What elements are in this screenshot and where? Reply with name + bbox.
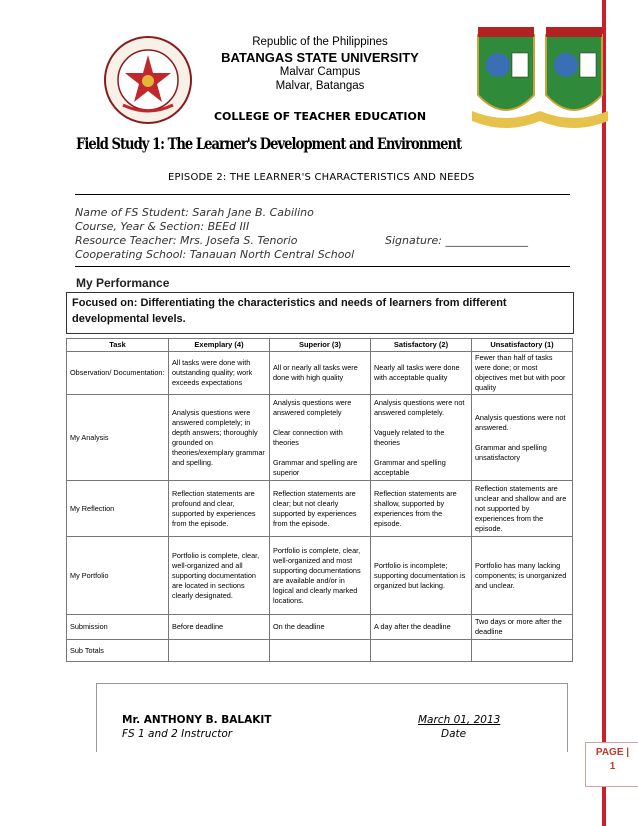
signature-line: Signature: _______________ xyxy=(385,234,529,247)
instructor-name: Mr. ANTHONY B. BALAKIT xyxy=(122,714,272,726)
table-cell: All tasks were done with outstanding quality; work exceeds expectations xyxy=(169,352,270,395)
college-seals-logo xyxy=(470,25,610,143)
table-row xyxy=(67,395,573,481)
table-cell: Analysis questions were answered completely; in depth answers; thoroughly grounded on theories/exemplary grammar and spelling. xyxy=(169,395,270,481)
college-name: COLLEGE OF TEACHER EDUCATION xyxy=(213,110,427,123)
header-exemplary: Exemplary (4) xyxy=(169,339,270,352)
resource-teacher: Resource Teacher: Mrs. Josefa S. Tenorio xyxy=(75,234,298,247)
table-cell: Fewer than half of tasks were done; or most objectives met but with poor quality xyxy=(472,352,573,395)
table-cell: Portfolio is incomplete; supporting documentation is organized but lacking. xyxy=(371,537,472,615)
table-row xyxy=(67,615,573,640)
table-cell: Portfolio has many lacking components; is unorganized and unclear. xyxy=(472,537,573,615)
table-cell: My Analysis xyxy=(67,395,169,481)
page-number: 1 xyxy=(609,761,616,772)
table-cell: Nearly all tasks were done with acceptable quality xyxy=(371,352,472,395)
episode-title: EPISODE 2: THE LEARNER'S CHARACTERISTICS AND NEEDS xyxy=(168,172,475,183)
header-satisfactory: Satisfactory (2) xyxy=(371,339,472,352)
rubric-header-row xyxy=(67,339,573,352)
table-row xyxy=(67,481,573,537)
divider xyxy=(75,266,570,267)
table-cell: Analysis questions were not answered. Grammar and spelling unsatisfactory xyxy=(472,395,573,481)
table-row xyxy=(67,640,573,662)
table-cell: My Portfolio xyxy=(67,537,169,615)
table-cell: All or nearly all tasks were done with high quality xyxy=(270,352,371,395)
student-name: Name of FS Student: Sarah Jane B. Cabilino xyxy=(75,206,314,219)
table-row xyxy=(67,352,573,395)
table-cell xyxy=(169,640,270,662)
table-cell: Reflection statements are unclear and shallow and are not supported by experiences from the episode. xyxy=(472,481,573,537)
table-cell: Two days or more after the deadline xyxy=(472,615,573,640)
table-cell: Before deadline xyxy=(169,615,270,640)
table-cell: Reflection statements are shallow, supported by experiences from the episode. xyxy=(371,481,472,537)
field-study-title: Field Study 1: The Learner's Development and Environment xyxy=(76,134,462,153)
student-course: Course, Year & Section: BEEd III xyxy=(75,220,250,233)
table-cell xyxy=(472,640,573,662)
campus-location: Malvar, Batangas xyxy=(275,80,365,92)
table-row xyxy=(67,537,573,615)
header-unsatisfactory: Unsatisfactory (1) xyxy=(472,339,573,352)
table-cell: Sub Totals xyxy=(67,640,169,662)
divider xyxy=(75,194,570,195)
table-cell: Submission xyxy=(67,615,169,640)
table-cell xyxy=(270,640,371,662)
table-cell: Analysis questions were not answered completely. Vaguely related to the theories Grammar and spelling acceptable xyxy=(371,395,472,481)
republic-line: Republic of the Philippines xyxy=(252,36,388,48)
header-superior: Superior (3) xyxy=(270,339,371,352)
date-label: Date xyxy=(441,728,467,740)
campus-name: Malvar Campus xyxy=(279,66,361,78)
cooperating-school: Cooperating School: Tanauan North Central School xyxy=(75,248,355,261)
table-cell: Reflection statements are profound and clear, supported by experiences from the episode. xyxy=(169,481,270,537)
page-label: PAGE | xyxy=(595,747,630,758)
table-cell: Reflection statements are clear; but not clearly supported by experiences from the episode. xyxy=(270,481,371,537)
rubric-table xyxy=(66,338,573,662)
page-number-box xyxy=(585,742,638,787)
table-cell: Analysis questions were answered completely Clear connection with theories Grammar and spelling are superior xyxy=(270,395,371,481)
table-cell: On the deadline xyxy=(270,615,371,640)
university-name: BATANGAS STATE UNIVERSITY xyxy=(221,50,419,65)
performance-heading: My Performance xyxy=(76,276,170,290)
table-cell xyxy=(371,640,472,662)
header-task: Task xyxy=(67,339,169,352)
table-cell: Portfolio is complete, clear, well-organized and most supporting documentations are available and/or in logical and clearly marked locations. xyxy=(270,537,371,615)
table-cell: My Reflection xyxy=(67,481,169,537)
table-cell: Observation/ Documentation: xyxy=(67,352,169,395)
table-cell: A day after the deadline xyxy=(371,615,472,640)
signed-date: March 01, 2013 xyxy=(418,714,501,726)
table-cell: Portfolio is complete, clear, well-organized and all supporting documentation are located in sections clearly designated. xyxy=(169,537,270,615)
instructor-title: FS 1 and 2 Instructor xyxy=(122,728,233,740)
focus-statement: Focused on: Differentiating the characteristics and needs of learners from different developmental levels. xyxy=(66,292,574,334)
